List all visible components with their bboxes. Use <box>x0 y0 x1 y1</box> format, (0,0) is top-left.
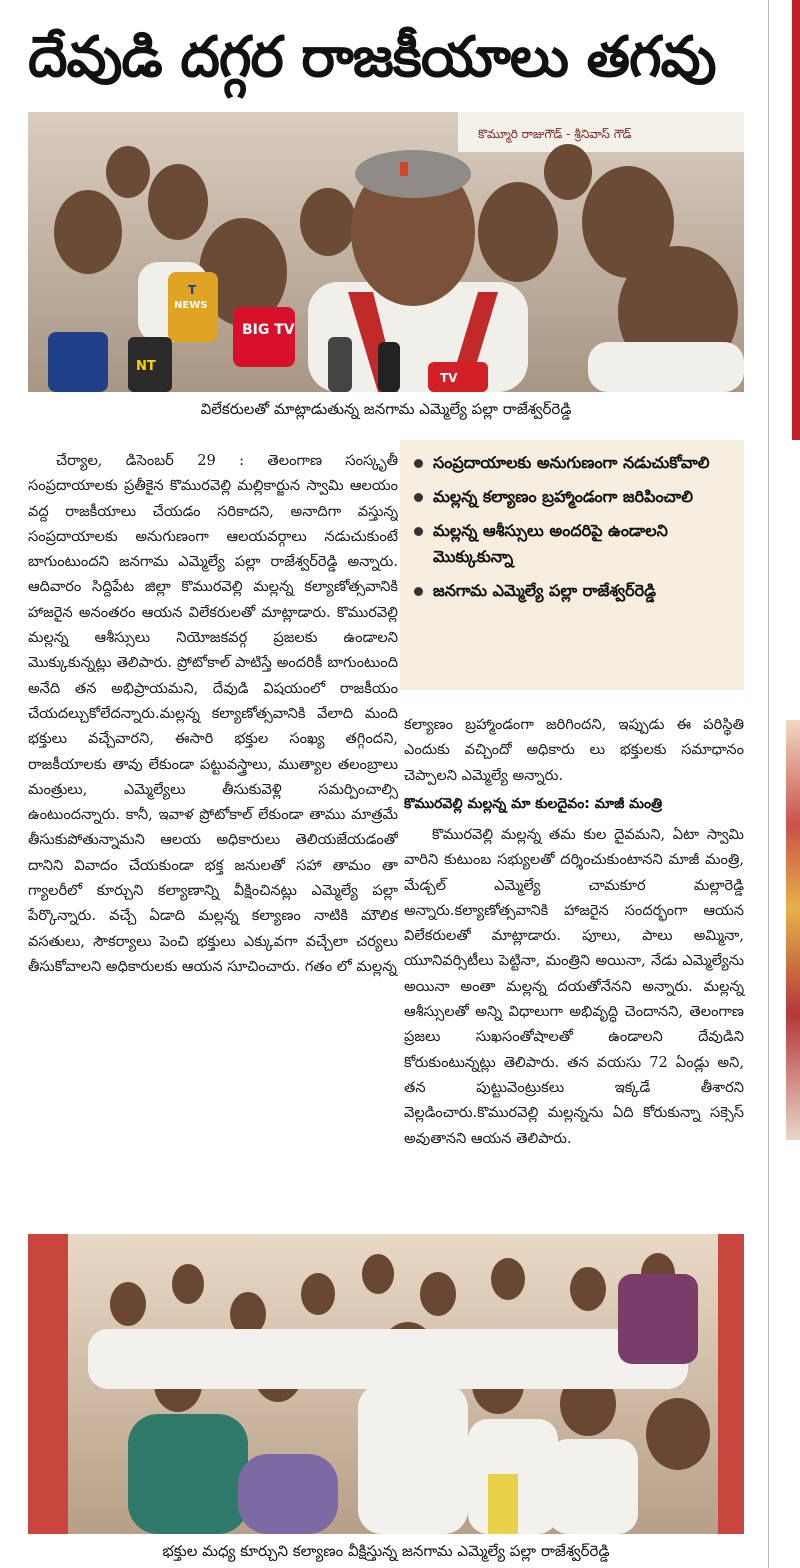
article-left-column <box>28 448 398 1228</box>
mic-label-tv: TV <box>440 371 458 385</box>
highlight-text: జనగామ ఎమ్మెల్యే పల్లా రాజేశ్వర్‌రెడ్డి <box>433 581 656 600</box>
audience-photo-illustration <box>28 1234 744 1534</box>
mic-label-t: T <box>188 283 197 297</box>
highlight-item <box>414 450 732 476</box>
highlight-item <box>414 578 732 604</box>
mic-label-news: NEWS <box>174 300 208 311</box>
highlight-item <box>414 518 732 570</box>
bullet-icon <box>414 493 423 502</box>
press-photo-illustration <box>28 112 744 392</box>
column-divider <box>768 0 769 1568</box>
highlights-box <box>400 440 744 690</box>
article-left-text: చేర్యాల, డిసెంబర్ 29 : తెలంగాణ సంస్కృతీ సంప్రదాయాలకు ప్రతీకైన కొమురవెల్లి మల్లికార్జున స్వామి ఆలయం వద్ద రాజకీయాలు చేయడం సరికాదని, అనాదిగా వస్తున్న సంప్రదాయాలకు అనుగుణంగా ఆలయవర్గాలు నడుచుకుంటే బాగుంటుందని జనగామ ఎమ్మెల్యే పల్లా రాజేశ్వర్‌రెడ్డి అన్నారు. ఆదివారం సిద్దిపేట జిల్లా కొమురవెల్లి మల్లన్న కల్యాణోత్సవానికి హాజరైన అనంతరం ఆయన విలేకరులతో మాట్లాడారు. కొమురవెల్లి మల్లన్న ఆశీస్సులు నియోజకవర్గ ప్రజలకు ఉండాలని మొక్కుకున్నట్లు తెలిపారు. ప్రోటోకాల్ పాటిస్తే అందరికీ బాగుంటుంది అనేది తన అభిప్రాయమని, దేవుడి విషయంలో రాజకీయం చేయదల్చుకోలేదన్నారు.మల్లన్న కల్యాణోత్సవానికి వేలాది మంది భక్తులు వచ్చేవారని, ఈసారి భక్తుల సంఖ్య తగ్గిందని, రాజకీయాలకు తావు లేకుండా పట్టువస్త్రాలు, ముత్యాల తలంబ్రాలు మంత్రులు, ఎమ్మెల్యేలు తీసుకువెళ్లి సమర్పించాల్సి ఉంటుందన్నారు. కానీ, ఇవాళ ప్రోటోకాల్ లేకుండా తాము మాత్రమే తీసుకుపోతున్నామని ఆలయ అధికారులు తెలియజేయడంతో దానిని వివాదం చేయకుండా భక్త జనులతో సహా తామం తా గ్యాలరీలో కూర్చుని కల్యాణాన్ని వీక్షించినట్లు ఎమ్మెల్యే పల్లా పేర్కొన్నారు. వచ్చే ఏడాది మల్లన్న కల్యాణం నాటికి మౌలిక వసతులు, సౌకర్యాలు పెంచి భక్తులు ఎక్కువగా వచ్చేలా చర్యలు తీసుకోవాలని అధికారులకు ఆయన సూచించారు. గతం లో మల్లన్న <box>28 452 398 975</box>
highlight-item <box>414 484 732 510</box>
top-photo-caption: విలేకరులతో మాట్లాడుతున్న జనగామ ఎమ్మెల్యే పల్లా రాజేశ్వర్‌రెడ్డి <box>200 400 572 418</box>
bullet-icon <box>414 587 423 596</box>
headline: దేవుడి దగ్గర రాజకీయాలు తగవు <box>28 25 716 90</box>
audience-photo <box>28 1234 744 1534</box>
article-right-text: కొమురవెల్లి మల్లన్న తమ కుల దైవమని, ఏటా స్వామి వారిని కుటుంబ సభ్యులతో దర్శించుకుంటానని మాజీ మంత్రి, మేడ్చల్ ఎమ్మెల్యే చామకూర మల్లారెడ్డి అన్నారు.కల్యాణోత్సవానికి హాజరైన సందర్భంగా ఆయన విలేకరులతో మాట్లాడారు. పూలు, పాలు అమ్మినా, యూనివర్సిటీలు పెట్టినా, మంత్రిని అయినా, నేడు ఎమ్మెల్యేను అయినా అంతా మల్లన్న దయతోనేనని అన్నారు. మల్లన్న ఆశీస్సులతో అన్ని విధాలుగా అభివృద్ధి చెందానని, తెలంగాణ ప్రజలు సుఖసంతోషాలతో ఉండాలని దేవుడిని కోరుకుంటున్నట్లు తెలిపారు. తన వయసు 72 ఏండ్లు అని, తన పుట్టువెంట్రుకలు ఇక్కడే తీశారని వెల్లడించారు.కొమురవెల్లి మల్లన్నను ఏది కోరుకున్నా సక్సెస్ అవుతానని ఆయన తెలిపారు. <box>404 826 744 1147</box>
adjacent-red-band <box>792 0 800 440</box>
mic-label-big-tv: BIG TV <box>242 322 295 338</box>
press-photo <box>28 112 744 392</box>
article-continuation-text: కల్యాణం బ్రహ్మాండంగా జరిగిందని, ఇప్పుడు ఈ పరిస్థితి ఎందుకు వచ్చిందో అధికారు లు భక్తులకు సమాధానం చెప్పాలని ఎమ్మెల్యే అన్నారు. <box>404 716 744 784</box>
bullet-icon <box>414 459 423 468</box>
banner-text: కొమ్మూరి రాజుగౌడ్ - శ్రీనివాస్ గౌడ్ <box>478 127 632 141</box>
adjacent-page-strip <box>766 0 800 1568</box>
bottom-photo-caption: భక్తుల మధ్య కూర్చుని కల్యాణం వీక్షిస్తున్న జనగామ ఎమ్మెల్యే పల్లా రాజేశ్వర్‌రెడ్డి <box>162 1542 610 1560</box>
article-right-continuation <box>404 712 744 788</box>
article-subheading: కొమురవెల్లి మల్లన్న మా కులదైవం: మాజీ మంత్రి <box>404 796 663 812</box>
bullet-icon <box>414 527 423 536</box>
highlight-text: మల్లన్న కల్యాణం బ్రహ్మాండంగా జరిపించాలి <box>433 487 693 506</box>
highlight-text: మల్లన్న ఆశీస్సులు అందరిపై ఉండాలని మొక్కుకున్నా <box>433 521 668 566</box>
article-right-column <box>404 822 744 1151</box>
adjacent-photo-fragment <box>786 720 800 1140</box>
mic-label-nt: NT <box>136 359 156 374</box>
highlight-text: సంప్రదాయాలకు అనుగుణంగా నడుచుకోవాలి <box>433 453 710 472</box>
